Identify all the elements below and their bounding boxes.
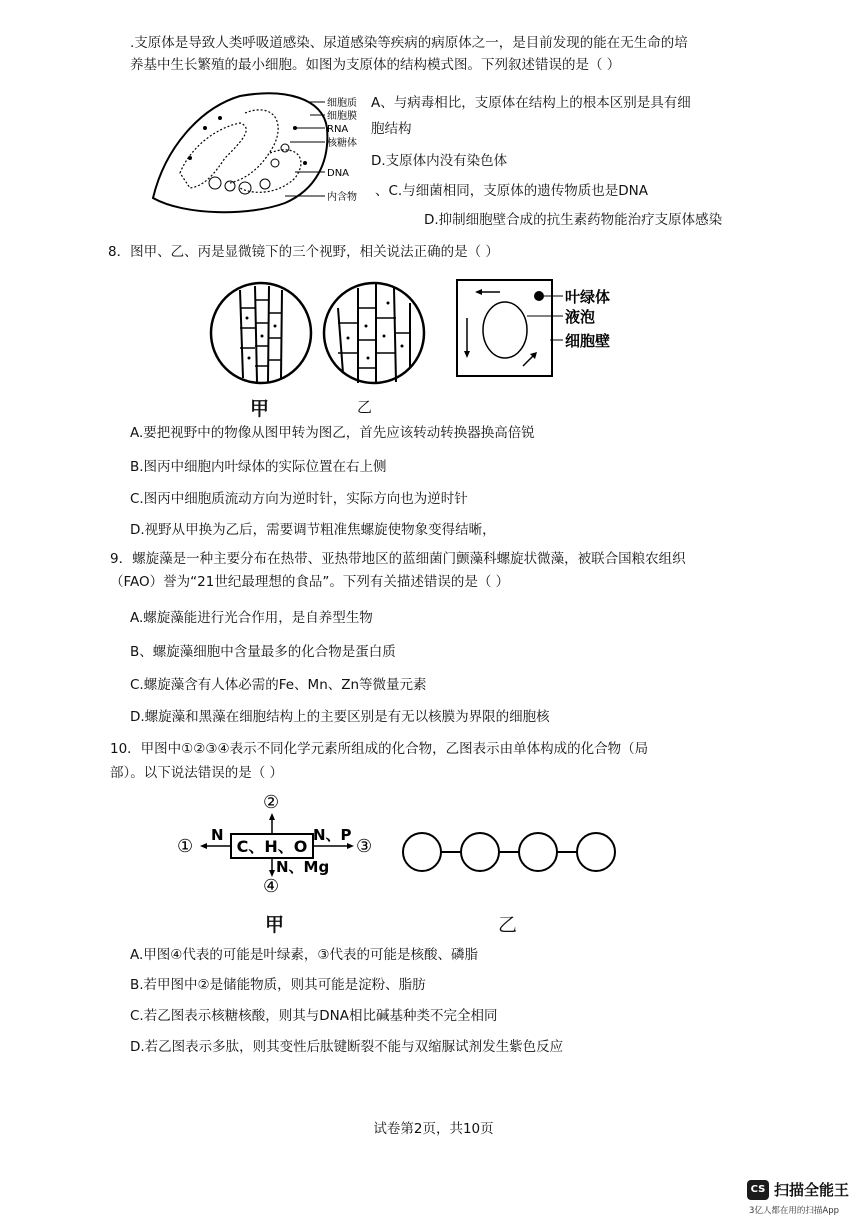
q10-option-d: D.若乙图表示多肽，则其变性后肽键断裂不能与双缩脲试剂发生紫色反应: [130, 1039, 564, 1055]
q10-option-c: C.若乙图表示核糖核酸，则其与DNA相比碱基种类不完全相同: [130, 1008, 498, 1024]
q7-option-a-line1: A、与病毒相比，支原体在结构上的根本区别是具有细: [371, 95, 691, 111]
q8-field-bing: [455, 278, 630, 380]
q9-option-b: B、螺旋藻细胞中含量最多的化合物是蛋白质: [130, 644, 396, 660]
q9-stem-line1: 9．螺旋藻是一种主要分布在热带、亚热带地区的蓝细菌门颤藻科螺旋状微藻，被联合国粮农组织: [110, 551, 686, 567]
q8-field-yi: [318, 278, 430, 388]
label-inclusion: 内含物: [327, 192, 357, 203]
q10-diagram-jia: [175, 788, 385, 898]
q8-option-d: D.视野从甲换为乙后，需要调节粗准焦螺旋使物象变得结晰，: [130, 522, 496, 538]
q8-stem: 8．图甲、乙、丙是显微镜下的三个视野，相关说法正确的是（ ）: [108, 244, 499, 260]
center-elements: C、H、O: [236, 837, 308, 856]
q9-option-a: A.螺旋藻能进行光合作用，是自养型生物: [130, 610, 373, 626]
left-element: N: [211, 826, 224, 844]
label-ribosome: 核糖体: [327, 138, 357, 149]
page-footer: 试卷第2页，共10页: [373, 1121, 494, 1137]
bottom-element: N、Mg: [276, 858, 330, 876]
q10-stem-line1: 10．甲图中①②③④表示不同化学元素所组成的化合物，乙图表示由单体构成的化合物（局: [110, 741, 649, 757]
q10-stem-line2: 部）。以下说法错误的是（ ）: [110, 765, 284, 781]
q8-option-a: A.要把视野中的物像从图甲转为图乙，首先应该转动转换器换高倍锐: [130, 425, 535, 441]
q7-option-c: 、C.与细菌相同，支原体的遗传物质也是DNA: [375, 183, 648, 199]
q7-option-d-second: D.抑制细胞壁合成的抗生素药物能治疗支原体感染: [424, 212, 723, 228]
q10-label-yi: 乙: [498, 914, 518, 936]
q10-label-jia: 甲: [265, 914, 285, 936]
label-cell-membrane: 细胞膜: [327, 111, 357, 122]
label-rna: RNA: [327, 124, 349, 135]
q7-stem-line1: .支原体是导致人类呼吸道感染、尿道感染等疾病的病原体之一，是目前发现的能在无生命的培: [130, 35, 688, 51]
node-3: ③: [356, 836, 373, 857]
q7-option-d-first: D.支原体内没有染色体: [371, 153, 508, 169]
callout-vacuole: 液泡: [565, 308, 596, 326]
q8-label-yi: 乙: [357, 398, 373, 416]
q9-option-c: C.螺旋藻含有人体必需的Fe、Mn、Zn等微量元素: [130, 677, 427, 693]
node-1: ①: [177, 836, 194, 857]
camscanner-logo-icon: CS: [747, 1180, 769, 1200]
callout-cell-wall: 细胞壁: [565, 332, 611, 350]
right-element: N、P: [313, 826, 352, 844]
q10-option-b: B.若甲图中②是储能物质，则其可能是淀粉、脂肪: [130, 977, 426, 993]
q8-label-jia: 甲: [250, 398, 270, 420]
label-cytoplasm: 细胞质: [327, 98, 357, 109]
q8-field-jia: [205, 278, 317, 388]
scanner-subtitle: 3亿人都在用的扫描App: [749, 1206, 840, 1216]
q7-option-a-line2: 胞结构: [371, 121, 412, 137]
node-2: ②: [263, 792, 280, 813]
q10-diagram-yi: [400, 828, 625, 876]
node-4: ④: [263, 876, 280, 897]
label-dna: DNA: [327, 168, 350, 179]
q8-option-b: B.图丙中细胞内叶绿体的实际位置在右上侧: [130, 459, 387, 475]
q8-option-c: C.图丙中细胞质流动方向为逆时针，实际方向也为逆时针: [130, 491, 468, 507]
q7-mycoplasma-figure: [145, 88, 370, 218]
callout-chloroplast: 叶绿体: [565, 288, 611, 306]
q9-stem-line2: （FAO）誉为“21世纪最理想的食品”。下列有关描述错误的是（ ）: [110, 574, 510, 590]
q9-option-d: D.螺旋藻和黑藻在细胞结构上的主要区别是有无以核膜为界限的细胞核: [130, 709, 550, 725]
q10-option-a: A.甲图④代表的可能是叶绿素，③代表的可能是核酸、磷脂: [130, 947, 478, 963]
q7-stem-line2: 养基中生长繁殖的最小细胞。如图为支原体的结构模式图。下列叙述错误的是（ ）: [130, 57, 621, 73]
scanner-title: 扫描全能王: [774, 1181, 850, 1199]
